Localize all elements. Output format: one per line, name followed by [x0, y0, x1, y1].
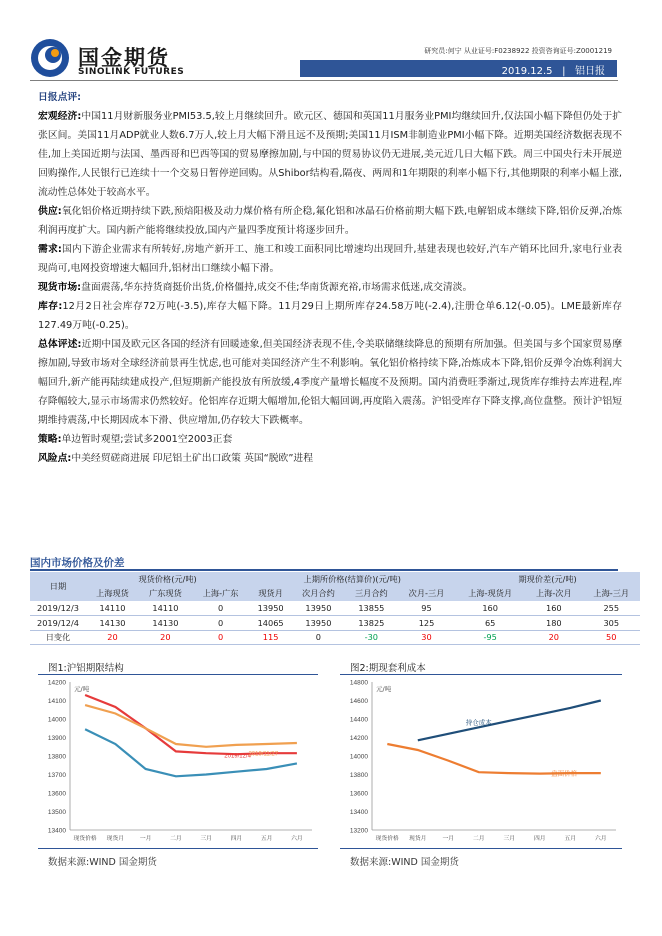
comment-overall: 总体评述:近期中国及欧元区各国的经济有回暖迹象,但美国经济表现不佳,令美联储继续降息的预期有所加强。但美国与多个国家贸易摩擦加剧,导致市场对全球经济前景再生忧虑,也可能对美国经济产生不利影响。氧化铝价格持续下降,冶炼成本下降,铝价反弹令冶炼利润大幅回升,新产能再陆续建成投产,但短期新产能投放有所放缓,4季度产量增长幅度不及预期。国内消费旺季渐过,现货库存维持去库进程,库存降幅较大,显示市场需求仍然较好。伦铝库存近期大幅增加,伦铝大幅回调,再度陷入震荡。沪铝受库存下降支撑,高位盘整。预计沪铝短期维持震荡,中长期因成本下滑、供应增加,仍存较大下跌概率。 — [38, 339, 622, 426]
report-type: 铝日报 — [575, 66, 605, 77]
table-cell: 13950 — [249, 601, 292, 616]
x-tick-label: 五月 — [564, 836, 577, 842]
header-bar — [300, 60, 617, 77]
group-header-spot: 现货价格(元/吨) — [86, 572, 249, 587]
row-date: 2019/12/3 — [30, 601, 86, 616]
col-header: 上海-广东 — [192, 587, 249, 602]
y-tick-label: 13400 — [349, 809, 368, 816]
y-tick-label: 14400 — [349, 716, 368, 724]
y-tick-label: 14200 — [349, 735, 368, 742]
table-cell: 13950 — [292, 601, 345, 616]
chart1-title-divider — [38, 674, 318, 675]
chart1-bottom-divider — [38, 848, 318, 849]
table-cell: 160 — [455, 601, 525, 616]
chart2-source: 数据来源:WIND 国金期货 — [350, 857, 459, 868]
col-header: 广东现货 — [139, 587, 192, 602]
y-tick-label: 14200 — [47, 679, 66, 687]
comment-risk: 风险点:中美经贸磋商进展 印尼铝土矿出口政策 英国“脱欧”进程 — [38, 453, 314, 464]
col-header: 次月-三月 — [398, 587, 455, 602]
table-cell: 0 — [192, 601, 249, 616]
x-tick-label: 现货价格 — [73, 836, 97, 842]
table-cell: 160 — [525, 601, 582, 616]
chart2-arbitrage-cost — [340, 676, 624, 846]
comment-inventory: 库存:12月2日社会库存72万吨(-3.5),库存大幅下降。11月29日上期所库存24.58万吨(-2.4),注册仓单6.12(-0.05)。LME最新库存127.49万吨(-0.25)。 — [38, 301, 622, 331]
table-cell: 30 — [398, 630, 455, 645]
x-tick-label: 一月 — [139, 836, 152, 842]
y-tick-label: 13400 — [47, 827, 66, 835]
table-section-divider — [30, 569, 618, 571]
company-logo — [30, 36, 205, 82]
table-cell: 20 — [139, 630, 192, 645]
report-date: 2019.12.5 — [501, 66, 553, 77]
y-tick-label: 13600 — [349, 790, 368, 798]
row-date: 日变化 — [30, 630, 86, 645]
company-name-en: SINOLINK FUTURES — [78, 67, 185, 77]
company-name-cn: 国金期货 — [78, 46, 170, 70]
header-divider — [30, 80, 618, 81]
table-cell: 0 — [192, 630, 249, 645]
x-tick-label: 三月 — [200, 836, 212, 842]
col-header: 次月合约 — [292, 587, 345, 602]
x-tick-label: 二月 — [472, 836, 485, 842]
series-line-1 — [85, 705, 297, 747]
y-tick-label: 13200 — [349, 827, 368, 835]
x-tick-label: 四月 — [533, 836, 546, 842]
price-table — [30, 572, 640, 645]
series-label: 持仓成本 — [465, 718, 492, 727]
header-date-type — [502, 62, 605, 77]
table-cell: 14110 — [139, 601, 192, 616]
col-header: 上海-三月 — [583, 587, 640, 602]
x-tick-label: 现货月 — [409, 836, 427, 842]
group-header-basis: 期现价差(元/吨) — [455, 572, 640, 587]
table-row — [30, 601, 640, 616]
table-cell: 20 — [525, 630, 582, 645]
comment-strategy: 策略:单边暂时观望;尝试多2001空2003正套 — [38, 434, 233, 445]
table-cell: 305 — [583, 616, 640, 631]
x-tick-label: 一月 — [442, 836, 455, 842]
table-cell: 0 — [292, 630, 345, 645]
col-header: 三月合约 — [345, 587, 398, 602]
analyst-info: 研究员:何宁 从业证号:F0238922 投资咨询证号:Z0001219 — [424, 47, 612, 55]
series-line-0 — [418, 701, 601, 741]
comment-demand: 需求:国内下游企业需求有所转好,房地产新开工、施工和竣工面积同比增速均出现回升,基建表现也较好,汽车产销环比回升,家电行业表现尚可,电网投资增速大幅回升,铝材出口继续小幅下滑。 — [38, 244, 622, 274]
group-header-shfe: 上期所价格(结算价)(元/吨) — [249, 572, 455, 587]
y-tick-label: 14000 — [349, 753, 368, 761]
x-tick-label: 现货月 — [106, 836, 125, 842]
x-tick-label: 六月 — [291, 836, 303, 842]
y-axis-label: 元/吨 — [74, 685, 90, 693]
table-section-title: 国内市场价格及价差 — [30, 557, 125, 569]
table-cell: 115 — [249, 630, 292, 645]
comment-supply: 供应:氧化铝价格近期持续下跌,预焙阳极及动力煤价格有所企稳,氟化铝和冰晶石价格前期大幅下跌,电解铝成本继续下降,铝价反弹,冶炼利润再度扩大。国内新产能将继续投放,国内产量四季度预计将逐步回升。 — [38, 206, 622, 236]
y-axis-label: 元/吨 — [376, 685, 392, 693]
table-cell: 180 — [525, 616, 582, 631]
x-tick-label: 二月 — [170, 836, 182, 842]
chart1-title: 图1:沪铝期限结构 — [48, 663, 124, 674]
table-cell: 14130 — [139, 616, 192, 631]
table-sub-header — [30, 587, 640, 602]
table-cell: 125 — [398, 616, 455, 631]
comment-title: 日报点评: — [38, 92, 82, 103]
row-date: 2019/12/4 — [30, 616, 86, 631]
x-tick-label: 三月 — [503, 836, 516, 842]
col-header: 上海-次月 — [525, 587, 582, 602]
table-cell: -30 — [345, 630, 398, 645]
series-annotation: 2019/11/27 — [248, 751, 279, 758]
daily-comment — [38, 88, 622, 468]
x-tick-label: 现货价格 — [375, 836, 399, 842]
col-header: 上海现货 — [86, 587, 139, 602]
sinolink-logo-icon — [30, 38, 70, 78]
table-cell: 13825 — [345, 616, 398, 631]
y-tick-label: 13800 — [47, 753, 66, 761]
x-tick-label: 六月 — [594, 836, 607, 842]
table-cell: 255 — [583, 601, 640, 616]
y-tick-label: 13600 — [47, 790, 66, 798]
comment-macro: 宏观经济:中国11月财新服务业PMI53.5,较上月继续回升。欧元区、德国和英国11月服务业PMI均继续回升,仅法国小幅下降但仍处于扩张区间。美国11月ADP就业人数6.7万人,较上月大幅下滑且远不及预期;美国11月ISM非制造业PMI小幅下降。近期美国经济数据表现不佳,加上美国近期与法国、墨西哥和巴西等国的贸易摩擦加剧,与中国的贸易协议仍无进展,美元近几日大幅下跌。周三中国央行未开展逆回购操作,人民银行已连续十一个交易日暂停逆回购。从Shibor结构看,隔夜、两周和1年期限的利率小幅下行,其他期限的利率小幅上涨,流动性总体处于较高水平。 — [38, 111, 622, 198]
series-annotation: 2019/12/4 — [224, 753, 251, 760]
table-group-header — [30, 572, 640, 587]
table-cell: 95 — [398, 601, 455, 616]
table-cell: 65 — [455, 616, 525, 631]
table-cell: 0 — [192, 616, 249, 631]
series-label: 盘面价格 — [551, 769, 578, 778]
table-row-change — [30, 630, 640, 645]
table-cell: 13855 — [345, 601, 398, 616]
y-tick-label: 13900 — [47, 735, 66, 742]
y-tick-label: 14800 — [349, 679, 368, 687]
y-tick-label: 13500 — [47, 809, 66, 816]
table-row — [30, 616, 640, 631]
table-cell: 14110 — [86, 601, 139, 616]
x-tick-label: 四月 — [230, 836, 243, 842]
table-cell: -95 — [455, 630, 525, 645]
chart2-title: 图2:期现套利成本 — [350, 663, 426, 674]
chart2-title-divider — [340, 674, 622, 675]
table-cell: 14130 — [86, 616, 139, 631]
table-cell: 20 — [86, 630, 139, 645]
table-cell: 14065 — [249, 616, 292, 631]
bar-separator: | — [555, 66, 572, 77]
col-header: 现货月 — [249, 587, 292, 602]
chart1-term-structure — [38, 676, 320, 846]
col-header: 上海-现货月 — [455, 587, 525, 602]
y-tick-label: 14600 — [349, 698, 368, 705]
y-tick-label: 14000 — [47, 716, 66, 724]
y-tick-label: 13700 — [47, 772, 66, 779]
table-cell: 50 — [583, 630, 640, 645]
comment-spot: 现货市场:盘面震荡,华东持货商挺价出货,价格僵持,成交不佳;华南货源充裕,市场需求低迷,成交清淡。 — [38, 282, 473, 293]
y-tick-label: 14100 — [47, 698, 66, 705]
chart2-bottom-divider — [340, 848, 622, 849]
x-tick-label: 五月 — [260, 836, 273, 842]
chart1-source: 数据来源:WIND 国金期货 — [48, 857, 157, 868]
date-header: 日期 — [30, 572, 86, 601]
table-cell: 13950 — [292, 616, 345, 631]
y-tick-label: 13800 — [349, 772, 368, 779]
